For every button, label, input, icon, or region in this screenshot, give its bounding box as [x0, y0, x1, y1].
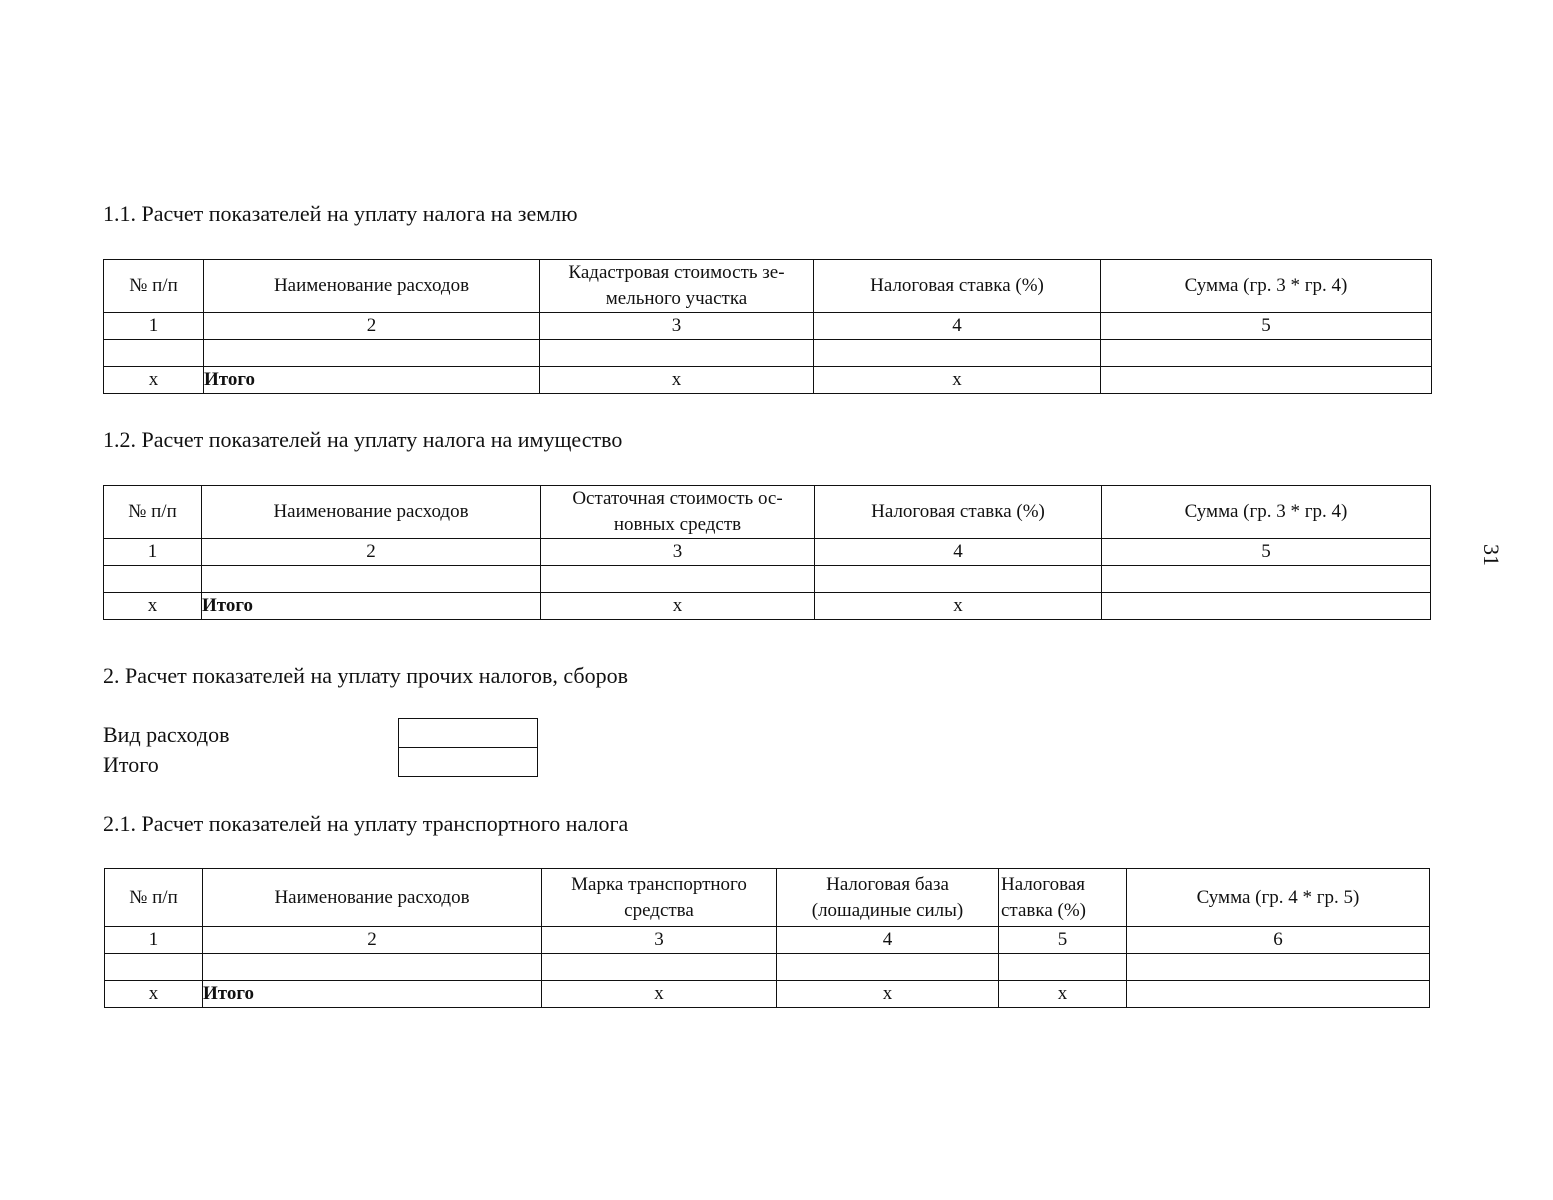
table-cell: x — [105, 981, 203, 1008]
table-cell: 5 — [1101, 313, 1432, 340]
expense-type-label: Вид расходов — [103, 722, 230, 747]
table-cell[interactable] — [105, 954, 203, 981]
total-row — [104, 367, 1432, 394]
table-cell: 1 — [104, 313, 204, 340]
col-num-header: № п/п — [104, 260, 204, 313]
table-cell[interactable] — [540, 340, 814, 367]
col-name-header: Наименование расходов — [204, 260, 540, 313]
col-cadastral-header: Кадастровая стоимость зе-мельного участка — [540, 260, 814, 313]
total-sum-cell[interactable] — [1101, 367, 1432, 394]
table-cell: 3 — [541, 539, 815, 566]
table-cell: x — [541, 593, 815, 620]
column-numbers-row — [104, 313, 1432, 340]
col-sum-header: Сумма (гр. 4 * гр. 5) — [1127, 869, 1430, 927]
table-cell[interactable] — [814, 340, 1101, 367]
table-cell[interactable] — [1102, 566, 1431, 593]
col-rate-header: Налоговая ставка (%) — [815, 486, 1102, 539]
empty-row — [105, 954, 1430, 981]
total-row — [104, 593, 1431, 620]
table-cell[interactable] — [1101, 340, 1432, 367]
table-cell: x — [814, 367, 1101, 394]
col-num-header: № п/п — [105, 869, 203, 927]
table-cell[interactable] — [104, 566, 202, 593]
total-label: Итого — [204, 367, 540, 394]
column-numbers-row — [104, 539, 1431, 566]
section-1-2-heading: 1.2. Расчет показателей на уплату налога на имущество — [103, 427, 623, 452]
table-cell: x — [542, 981, 777, 1008]
table-cell[interactable] — [777, 954, 999, 981]
total-row — [105, 981, 1430, 1008]
section-2-1-heading: 2.1. Расчет показателей на уплату транспортного налога — [103, 811, 629, 836]
table-cell: 2 — [203, 927, 542, 954]
table-cell: 6 — [1127, 927, 1430, 954]
land-tax-table — [103, 259, 1432, 394]
table-cell: 1 — [104, 539, 202, 566]
table-cell[interactable] — [999, 954, 1127, 981]
table-cell[interactable] — [202, 566, 541, 593]
table-cell: 3 — [540, 313, 814, 340]
table-cell[interactable] — [203, 954, 542, 981]
table-cell: x — [815, 593, 1102, 620]
table-header-row — [104, 260, 1432, 313]
empty-row — [104, 566, 1431, 593]
column-numbers-row — [105, 927, 1430, 954]
col-rate-header: Налоговая ставка (%) — [814, 260, 1101, 313]
page-number: 31 — [1479, 544, 1504, 566]
table-cell: 2 — [204, 313, 540, 340]
col-num-header: № п/п — [104, 486, 202, 539]
table-cell[interactable] — [541, 566, 815, 593]
table-header-row — [105, 869, 1430, 927]
expense-type-field[interactable] — [398, 718, 538, 748]
col-sum-header: Сумма (гр. 3 * гр. 4) — [1101, 260, 1432, 313]
table-cell: x — [104, 593, 202, 620]
table-cell: 1 — [105, 927, 203, 954]
table-header-row — [104, 486, 1431, 539]
col-name-header: Наименование расходов — [202, 486, 541, 539]
section-1-1-heading: 1.1. Расчет показателей на уплату налога на землю — [103, 201, 578, 226]
col-name-header: Наименование расходов — [203, 869, 542, 927]
table-cell: 2 — [202, 539, 541, 566]
table-cell: 4 — [777, 927, 999, 954]
col-base-header: Налоговая база (лошадиные силы) — [777, 869, 999, 927]
col-residual-header: Остаточная стоимость ос-новных средств — [541, 486, 815, 539]
property-tax-table — [103, 485, 1431, 620]
table-cell: 5 — [1102, 539, 1431, 566]
col-sum-header: Сумма (гр. 3 * гр. 4) — [1102, 486, 1431, 539]
total-label: Итого — [203, 981, 542, 1008]
table-cell[interactable] — [1127, 954, 1430, 981]
total-label: Итого — [202, 593, 541, 620]
total-sum-cell[interactable] — [1127, 981, 1430, 1008]
col-brand-header: Марка транспортного средства — [542, 869, 777, 927]
empty-row — [104, 340, 1432, 367]
table-cell: x — [540, 367, 814, 394]
table-cell[interactable] — [104, 340, 204, 367]
table-cell: x — [777, 981, 999, 1008]
transport-tax-table — [104, 868, 1430, 1008]
total-label: Итого — [103, 752, 159, 777]
table-cell: x — [999, 981, 1127, 1008]
table-cell[interactable] — [542, 954, 777, 981]
table-cell: 4 — [815, 539, 1102, 566]
table-cell: 3 — [542, 927, 777, 954]
section-2-heading: 2. Расчет показателей на уплату прочих налогов, сборов — [103, 663, 628, 688]
table-cell: x — [104, 367, 204, 394]
total-sum-cell[interactable] — [1102, 593, 1431, 620]
table-cell[interactable] — [815, 566, 1102, 593]
col-rate-header: Налоговая ставка (%) — [999, 869, 1127, 927]
total-field[interactable] — [398, 747, 538, 777]
table-cell: 5 — [999, 927, 1127, 954]
table-cell: 4 — [814, 313, 1101, 340]
table-cell[interactable] — [204, 340, 540, 367]
